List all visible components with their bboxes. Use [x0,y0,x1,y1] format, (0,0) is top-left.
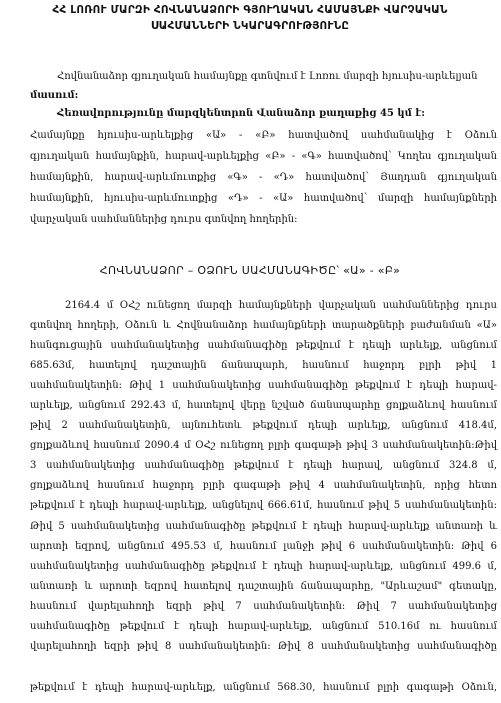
intro-line: գյուղական համայնքին, հարավ-արևելքից «Բ» - «Գ» հատվածով՝ Կողես գյուղական [30,151,497,162]
body-line: սահմանագիծը թեքվում է դեպի հարավ-արևելք, անցնում 510.16մ ու հասնում [30,621,497,632]
body-line: վարելահողի եզրի թիվ 8 սահմանակետին: Թիվ 8 սահմանակետից սահմանագիծը [30,641,497,652]
body-line: արոտի եզրով, անցնում 495.53 մ, հասնում լանջի թիվ 6 սահմանակետին: Թիվ 6 [30,541,497,552]
body-line: ցոլքաձևով հասնում 2090.4 մ ՕՀշ ունեցող բլրի գագաթի թիվ 3 սահմանակետին:Թիվ [30,440,497,451]
intro-line: Հեռավորությունը մարզկենտրոն Վանաձոր քաղաքից 45 կմ է: [57,108,425,119]
body-line: թեքվում է դեպի հարավ-արևելք, անցնում 568.30, հասնում բլրի գագաթի Օձուն, [30,682,497,693]
body-line: հանգուցային սահմանակետից սահմանագիծը թեքվում է դեպի արևելք, անցնում [30,340,497,351]
body-line: թեքվում է դեպի հարավ-արևելք, անցնելով 666.61մ, հասնում թիվ 5 սահմանակետին: [30,500,497,511]
body-line: սահմանակետին: Թիվ 1 սահմանակետից սահմանագիծը թեքվում է դեպի հարավ- [30,380,497,391]
intro-line: համայնքին, հարավ-արևմուտքից «Գ» - «Դ» հատվածով՝ Յաղդան գյուղական [30,172,497,183]
body-line: թիվ 2 սահմանակետին, այնուհետև թեքվում դեպի արևելք, անցնում 418.4մ, [30,420,497,431]
body-line: արևելք, անցնում 292.43 մ, հատելով վերը նշված ճանապարհը ցոլքաձևով հասնում [30,400,497,411]
body-line: 3 սահմանակետից սահմանագիծը թեքվում է դեպի հարավ, անցնում 324.8 մ, [30,460,497,471]
intro-line: վարչական սահմաններից դուրս գտնվող հողերին: [30,214,298,225]
body-line: ցոլքաձևով հասնում հաջորդ բլրի գագաթի թիվ 4 սահմանակետին, որից հետո [30,480,497,491]
intro-line: Համայնքը հյուսիս-արևելքից «Ա» - «Բ» հատվածով սահմանակից է Օձուն [30,130,497,141]
body-line: 2164.4 մ ՕՀշ ունեցող մարզի համայնքների վարչական սահմաններից դուրս [65,300,497,311]
intro-line: մասում: [30,90,79,101]
document-heading-line1: ՀՀ ԼՈՌՈՒ ՄԱՐԶԻ ՀՈՎՆԱՆԱՁՈՐԻ ԳՅՈՒՂԱԿԱՆ ՀԱՄԱՅՆՔԻ ՎԱՐՉԱԿԱՆ [52,4,448,16]
section-title: ՀՈՎՆԱՆԱՁՈՐ – ՕՁՈՒՆ ՍԱՀՄԱՆԱԳԻԾԸ՝ «Ա» - «Բ» [99,264,401,277]
body-line: անտառի և արոտի եզրով հատելով դաշտային ճանապարհը, "Արևաշամ" գետակը, [30,581,497,592]
body-line: գտնվող հողերի, Օձուն և Հովնանաձոր համայնքների տարածքների բաժանման «Ա» [30,320,497,331]
body-line: 685.63մ, հատելով դաշտային ճանապարհ, հասնում հաջորդ բլրի թիվ 1 [30,360,497,371]
document-heading-line2: ՍԱՀՄԱՆՆԵՐԻ ՆԿԱՐԱԳՐՈՒԹՅՈՒՆԸ [150,20,350,32]
body-line: հասնում վարելահողի եզրի թիվ 7 սահմանակետին: Թիվ 7 սահմանակետից [30,601,497,612]
intro-line: համայնքին, հյուսիս-արևմուտքից «Դ» - «Ա» հատվածով՝ մարզի համայնքների [30,193,497,204]
body-line: Թիվ 5 սահմանակետից սահմանագիծը թեքվում է դեպի հարավ-արևելք անտառի և [30,521,497,532]
intro-line: Հովնանաձոր գյուղական համայնքը գտնվում է Լոռու մարզի հյուսիս-արևելյան [57,71,478,82]
body-line: սահմանակետից սահմանագիծը թեքվում է դեպի հարավ-արևելք, անցնում 499.6 մ, [30,561,497,572]
